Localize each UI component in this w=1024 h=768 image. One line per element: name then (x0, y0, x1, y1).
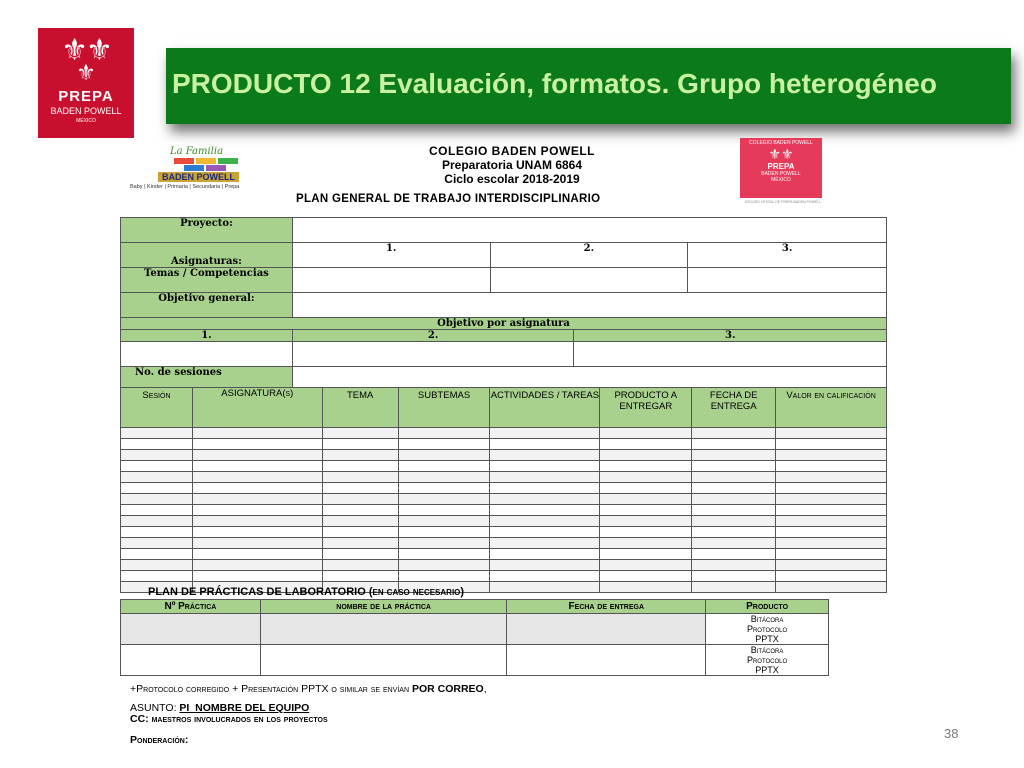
session-cell[interactable] (121, 527, 193, 538)
session-cell[interactable] (192, 472, 322, 483)
page-number: 38 (944, 726, 959, 741)
sessions-body (121, 428, 887, 593)
footer-line1-emphasis: POR CORREO (411, 683, 484, 695)
session-cell[interactable] (322, 461, 398, 472)
row-objetivo-values (121, 342, 887, 367)
session-cell[interactable] (192, 428, 322, 439)
session-cell[interactable] (398, 538, 490, 549)
session-cell[interactable] (776, 527, 887, 538)
sessions-table (120, 387, 887, 593)
session-cell[interactable] (776, 461, 887, 472)
session-cell[interactable] (398, 428, 490, 439)
session-cell[interactable] (398, 494, 490, 505)
plan-table (120, 217, 887, 392)
session-cell[interactable] (121, 428, 193, 439)
session-cell[interactable] (192, 538, 322, 549)
session-cell[interactable] (692, 571, 776, 582)
session-cell[interactable] (692, 450, 776, 461)
familia-script: La Familia (170, 146, 224, 157)
session-cell[interactable] (322, 560, 398, 571)
asignatura-1[interactable]: 1. (292, 243, 490, 268)
session-cell[interactable] (490, 483, 600, 494)
session-cell[interactable] (398, 549, 490, 560)
session-row (121, 505, 887, 516)
session-cell[interactable] (692, 483, 776, 494)
session-cell[interactable] (692, 582, 776, 593)
fleur-de-lis-small-icon: ⚜ (76, 60, 96, 85)
session-row (121, 428, 887, 439)
lab-fecha-cell[interactable] (507, 645, 706, 676)
session-cell[interactable] (322, 505, 398, 516)
session-cell[interactable] (398, 450, 490, 461)
lab-name-cell[interactable] (260, 645, 507, 676)
objetivo-general-value[interactable] (292, 293, 886, 318)
session-cell[interactable] (600, 461, 692, 472)
session-cell[interactable] (776, 428, 887, 439)
session-cell[interactable] (322, 439, 398, 450)
session-cell[interactable] (600, 571, 692, 582)
session-cell[interactable] (398, 461, 490, 472)
row-temas (121, 268, 887, 293)
lab-producto-cell (706, 645, 829, 676)
producto-pptx: PPTX (755, 665, 779, 675)
prepa-logo-top: COLEGIO BADEN POWELL (749, 140, 813, 146)
session-cell[interactable] (121, 538, 193, 549)
session-cell[interactable] (692, 516, 776, 527)
session-cell[interactable] (776, 494, 887, 505)
col-actividades: ACTIVIDADES / TAREAS (490, 388, 600, 428)
col-asignatura: ASIGNATURA(s) (192, 388, 322, 428)
session-row (121, 560, 887, 571)
row-asignaturas (121, 243, 887, 268)
col-subtemas: SUBTEMAS (398, 388, 490, 428)
plan-title: PLAN GENERAL DE TRABAJO INTERDISCIPLINARIO (296, 193, 601, 205)
lab-title-note: (en caso necesario) (368, 586, 465, 598)
producto-protocolo: Protocolo (746, 655, 788, 665)
session-cell[interactable] (776, 472, 887, 483)
col-tema: TEMA (322, 388, 398, 428)
session-cell[interactable] (692, 472, 776, 483)
session-cell[interactable] (398, 483, 490, 494)
proyecto-value[interactable] (292, 218, 886, 243)
session-cell[interactable] (121, 505, 193, 516)
lab-num-cell[interactable] (121, 645, 261, 676)
objetivo-general-label: Objetivo general: (121, 293, 293, 318)
familia-name: BADEN POWELL (158, 172, 239, 182)
logo-line2: BADEN POWELL (50, 106, 122, 116)
session-cell[interactable] (121, 494, 193, 505)
session-cell[interactable] (121, 516, 193, 527)
session-row (121, 549, 887, 560)
session-cell[interactable] (600, 549, 692, 560)
session-cell[interactable] (692, 494, 776, 505)
session-cell[interactable] (322, 494, 398, 505)
prepa-logo-caption: ESCUDO OFICIAL DE PREPA BADEN POWELL (744, 200, 822, 204)
footer-ponderacion: Ponderación: (130, 734, 189, 746)
session-cell[interactable] (192, 549, 322, 560)
session-cell[interactable] (192, 439, 322, 450)
lab-table (120, 599, 829, 676)
session-cell[interactable] (121, 450, 193, 461)
session-cell[interactable] (600, 428, 692, 439)
lab-col-num: Nº Práctica (121, 600, 261, 614)
lab-row (121, 645, 829, 676)
session-cell[interactable] (692, 461, 776, 472)
session-cell[interactable] (490, 538, 600, 549)
logo-line1: PREPA (58, 88, 114, 105)
session-cell[interactable] (322, 516, 398, 527)
session-cell[interactable] (398, 527, 490, 538)
lab-producto-cell (706, 614, 829, 645)
session-row (121, 571, 887, 582)
producto-protocolo: Protocolo (746, 624, 788, 634)
objetivo-3: 3. (574, 330, 887, 342)
session-cell[interactable] (192, 527, 322, 538)
session-row (121, 516, 887, 527)
session-cell[interactable] (121, 560, 193, 571)
sesiones-label: No. de sesiones (121, 367, 293, 392)
lab-row (121, 614, 829, 645)
prepa-logo-sub1: BADEN POWELL (761, 171, 801, 177)
row-objetivo-por (121, 318, 887, 330)
school-name: COLEGIO BADEN POWELL (429, 144, 595, 158)
col-producto: PRODUCTO A ENTREGAR (600, 388, 692, 428)
session-cell[interactable] (600, 494, 692, 505)
objetivo-1-value[interactable] (121, 342, 293, 367)
objetivo-2-value[interactable] (292, 342, 574, 367)
session-cell[interactable] (600, 560, 692, 571)
session-cell[interactable] (490, 527, 600, 538)
objetivo-2: 2. (292, 330, 574, 342)
objetivo-3-value[interactable] (574, 342, 887, 367)
session-row (121, 472, 887, 483)
session-cell[interactable] (692, 527, 776, 538)
session-cell[interactable] (600, 516, 692, 527)
session-row (121, 450, 887, 461)
session-cell[interactable] (490, 505, 600, 516)
row-objetivo-general (121, 293, 887, 318)
temas-3[interactable] (688, 268, 887, 293)
lab-title (148, 586, 464, 598)
col-valor: Valor en calificación (776, 388, 887, 428)
session-cell[interactable] (192, 494, 322, 505)
session-cell[interactable] (692, 428, 776, 439)
session-cell[interactable] (322, 472, 398, 483)
session-cell[interactable] (490, 549, 600, 560)
session-cell[interactable] (322, 527, 398, 538)
session-cell[interactable] (776, 483, 887, 494)
session-cell[interactable] (490, 560, 600, 571)
session-cell[interactable] (398, 505, 490, 516)
session-cell[interactable] (692, 560, 776, 571)
session-cell[interactable] (490, 571, 600, 582)
lab-name-cell[interactable] (260, 614, 507, 645)
session-cell[interactable] (192, 560, 322, 571)
session-cell[interactable] (192, 483, 322, 494)
session-cell[interactable] (776, 549, 887, 560)
prepa-logo-right (740, 138, 822, 198)
prep-name: Preparatoria UNAM 6864 (441, 158, 583, 172)
temas-2[interactable] (490, 268, 688, 293)
session-cell[interactable] (192, 450, 322, 461)
session-cell[interactable] (600, 505, 692, 516)
session-cell[interactable] (692, 538, 776, 549)
session-row (121, 461, 887, 472)
prepa-logo (38, 28, 134, 138)
session-row (121, 538, 887, 549)
col-fecha: FECHA DE ENTREGA (692, 388, 776, 428)
session-cell[interactable] (692, 549, 776, 560)
session-row (121, 483, 887, 494)
prepa-logo-name: PREPA (767, 162, 795, 171)
lab-col-producto: Producto (706, 600, 829, 614)
session-cell[interactable] (322, 538, 398, 549)
lab-title-main: PLAN DE PRÁCTICAS DE LABORATORIO (148, 586, 366, 598)
session-cell[interactable] (121, 472, 193, 483)
session-cell[interactable] (398, 472, 490, 483)
footer-cc: CC: maestros involucrados en los proyectos (130, 713, 328, 725)
asignaturas-label: Asignaturas: (121, 243, 293, 268)
session-cell[interactable] (776, 582, 887, 593)
session-cell[interactable] (600, 538, 692, 549)
session-cell[interactable] (490, 439, 600, 450)
prepa-logo-sub2: MÉXICO (771, 177, 791, 183)
lab-col-name: nombre de la práctica (260, 600, 507, 614)
session-cell[interactable] (192, 516, 322, 527)
session-row (121, 494, 887, 505)
asignatura-2[interactable]: 2. (490, 243, 688, 268)
session-cell[interactable] (600, 483, 692, 494)
session-cell[interactable] (600, 527, 692, 538)
session-cell[interactable] (776, 560, 887, 571)
row-proyecto (121, 218, 887, 243)
session-cell[interactable] (121, 461, 193, 472)
fleur-de-lis-icon: ⚜⚜ (61, 34, 111, 67)
session-cell[interactable] (322, 450, 398, 461)
session-cell[interactable] (121, 549, 193, 560)
session-cell[interactable] (398, 560, 490, 571)
session-cell[interactable] (776, 439, 887, 450)
asignatura-3[interactable]: 3. (688, 243, 887, 268)
producto-pptx: PPTX (755, 634, 779, 644)
session-cell[interactable] (398, 516, 490, 527)
session-cell[interactable] (121, 571, 193, 582)
session-cell[interactable] (776, 538, 887, 549)
proyecto-label: Proyecto: (121, 218, 293, 243)
session-cell[interactable] (600, 439, 692, 450)
session-cell[interactable] (121, 439, 193, 450)
footer-line1-end: , (483, 683, 487, 695)
session-cell[interactable] (490, 472, 600, 483)
session-cell[interactable] (322, 483, 398, 494)
session-cell[interactable] (490, 461, 600, 472)
session-cell[interactable] (490, 516, 600, 527)
session-cell[interactable] (776, 450, 887, 461)
fleur-de-lis-icon: ⚜⚜ (768, 146, 794, 162)
objetivo-por-label: Objetivo por asignatura (121, 318, 887, 330)
temas-label: Temas / Competencias (121, 268, 293, 293)
session-cell[interactable] (600, 582, 692, 593)
session-cell[interactable] (192, 505, 322, 516)
asunto-value: PI_NOMBRE DEL EQUIPO (179, 702, 310, 714)
col-sesion: Sesión (121, 388, 193, 428)
objetivo-1: 1. (121, 330, 293, 342)
familia-levels: Baby | Kinder | Primaria | Secundaria | Prepa (130, 184, 240, 190)
session-cell[interactable] (776, 571, 887, 582)
temas-1[interactable] (292, 268, 490, 293)
session-row (121, 527, 887, 538)
session-cell[interactable] (600, 472, 692, 483)
session-cell[interactable] (121, 483, 193, 494)
slide-title: PRODUCTO 12 Evaluación, formatos. Grupo heterogéneo (172, 68, 937, 99)
footer-line1 (130, 683, 487, 695)
footer-line1-text: +Protocolo corregido + Presentación PPTX o similar se envían (130, 683, 410, 695)
session-cell[interactable] (322, 549, 398, 560)
session-cell[interactable] (692, 439, 776, 450)
lab-fecha-cell[interactable] (507, 614, 706, 645)
session-cell[interactable] (776, 505, 887, 516)
session-cell[interactable] (398, 571, 490, 582)
asunto-label: ASUNTO: (130, 702, 177, 714)
row-objetivo-nums (121, 330, 887, 342)
session-cell[interactable] (192, 571, 322, 582)
session-cell[interactable] (490, 450, 600, 461)
session-cell[interactable] (398, 439, 490, 450)
session-cell[interactable] (322, 428, 398, 439)
lab-header-row (121, 600, 829, 614)
session-cell[interactable] (490, 494, 600, 505)
lab-num-cell[interactable] (121, 614, 261, 645)
session-cell[interactable] (776, 516, 887, 527)
school-cycle: Ciclo escolar 2018-2019 (444, 172, 580, 186)
session-cell[interactable] (322, 571, 398, 582)
lab-col-fecha: Fecha de entrega (507, 600, 706, 614)
session-cell[interactable] (192, 461, 322, 472)
session-cell[interactable] (490, 428, 600, 439)
session-cell[interactable] (692, 505, 776, 516)
title-banner (166, 48, 1011, 124)
producto-bitacora: Bitácora (750, 614, 784, 624)
producto-bitacora: Bitácora (750, 645, 784, 655)
sessions-header-row (121, 388, 887, 428)
session-cell[interactable] (490, 582, 600, 593)
session-cell[interactable] (600, 450, 692, 461)
session-row (121, 439, 887, 450)
logo-line3: MÉXICO (76, 118, 96, 124)
